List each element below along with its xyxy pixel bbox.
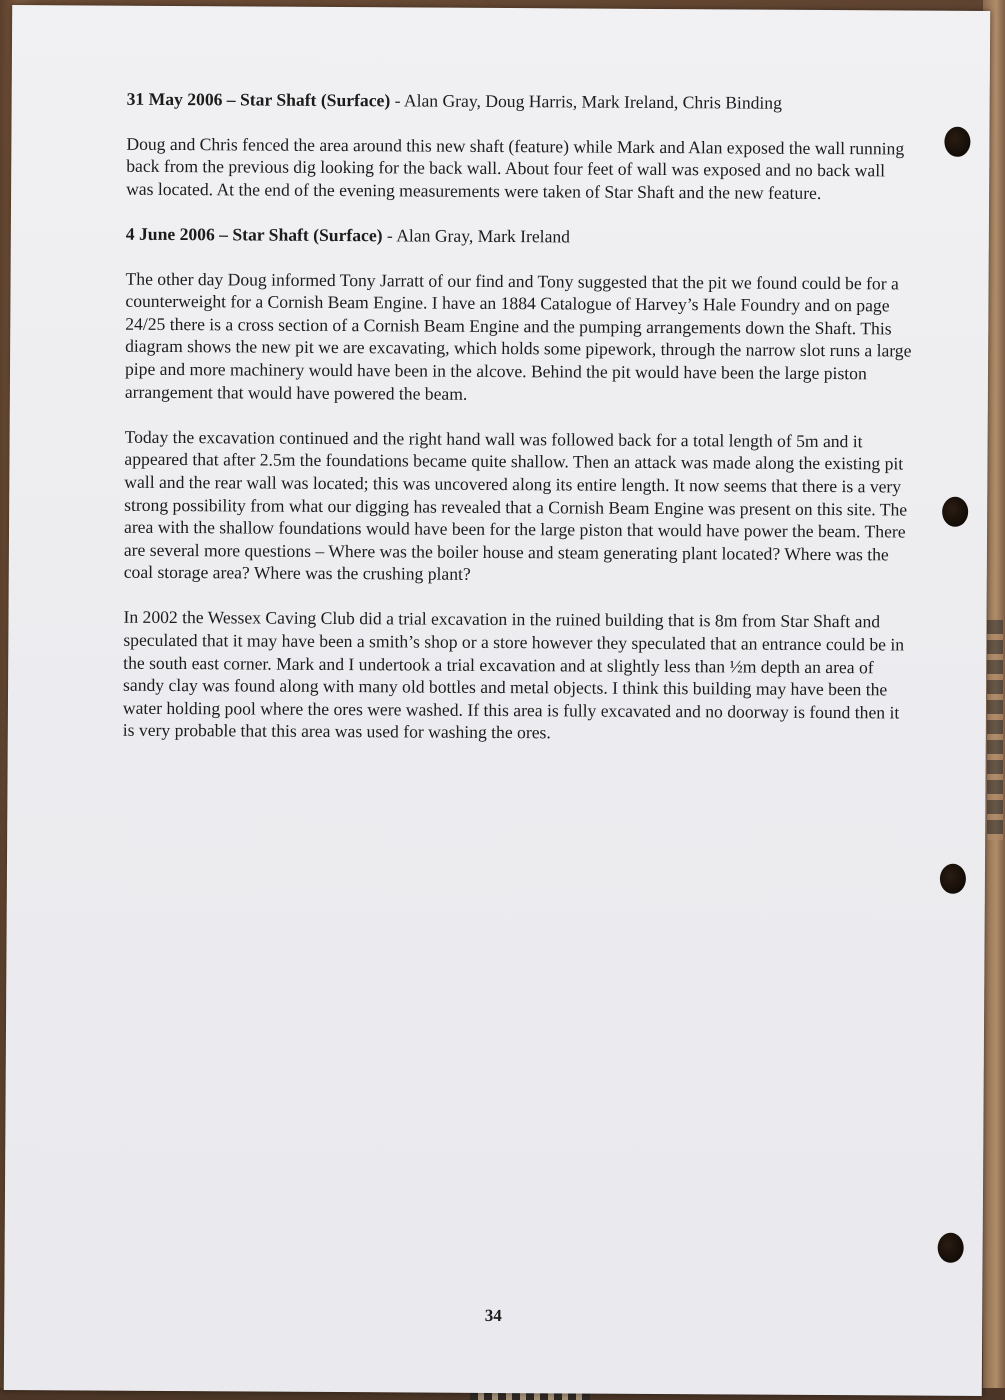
entry-participants: - Alan Gray, Mark Ireland — [382, 225, 571, 247]
entry-paragraph: In 2002 the Wessex Caving Club did a trial excavation in the ruined building that is 8m from Star Shaft and speculated that it may have been a smith’s shop or a store however they speculated that an entrance could be in the south east corner. Mark and I undertook a trial excavation and at slightly less than ½m depth an area of sandy clay was found along with many old bottles and metal objects. I think this building may have been the water holding pool where the ores were washed. If this area is fully excavated and no doorway is found then it is very probable that this area was used for washing the ores. — [122, 607, 905, 743]
paper-sheet — [4, 5, 990, 1396]
entry-date-location: 4 June 2006 – Star Shaft (Surface) — [125, 223, 383, 246]
entry-paragraph: The other day Doug informed Tony Jarratt of our find and Tony suggested that the pit we found could be for a counterweight for a Cornish Beam Engine. I have an 1884 Catalogue of Harvey’s Hale Foundry and on page 24/25 there is a cross section of a Cornish Beam Engine and the pumping arrangements down the Shaft. This diagram shows the new pit we are excavating, which holds some pipework, through the narrow slot runs a large pipe and more machinery would have been in the alcove. Behind the pit would have been the large piston arrangement that would have powered the beam. — [124, 268, 912, 404]
log-entry-31-may-2006 — [126, 88, 917, 205]
entry-heading — [126, 223, 916, 250]
board-printed-marking — [987, 620, 1003, 840]
punch-hole-icon — [938, 1233, 964, 1263]
entry-paragraph: Doug and Chris fenced the area around this new shaft (feature) while Mark and Alan exposed the wall running back from the previous dig looking for the back wall. About four feet of wall was exposed and no back wall was located. At the end of the evening measurements were taken of Star Shaft and the new feature. — [126, 133, 905, 203]
punch-hole-icon — [944, 127, 970, 157]
entry-participants: - Alan Gray, Doug Harris, Mark Ireland, Chris Binding — [390, 90, 782, 113]
entry-heading — [127, 88, 917, 115]
entry-date-location: 31 May 2006 – Star Shaft (Surface) — [126, 88, 391, 111]
log-entry-4-june-2006 — [123, 223, 916, 747]
page-number: 34 — [484, 1305, 502, 1326]
document-body — [123, 88, 917, 769]
punch-hole-icon — [940, 864, 966, 894]
entry-paragraph: Today the excavation continued and the right hand wall was followed back for a total length of 5m and it appeared that after 2.5m the foundations became quite shallow. Then an attack was made along the existing pit wall and the rear wall was located; this was uncovered along its entire length. It now seems that there is a very strong possibility from what our digging has revealed that a Cornish Beam Engine was present on this site. The area with the shallow foundations would have been for the large piston that would have power the beam. There are several more questions – Where was the boiler house and steam generating plant located? Where was the coal storage area? Where was the crushing plant? — [123, 426, 908, 585]
punch-hole-icon — [942, 497, 968, 527]
